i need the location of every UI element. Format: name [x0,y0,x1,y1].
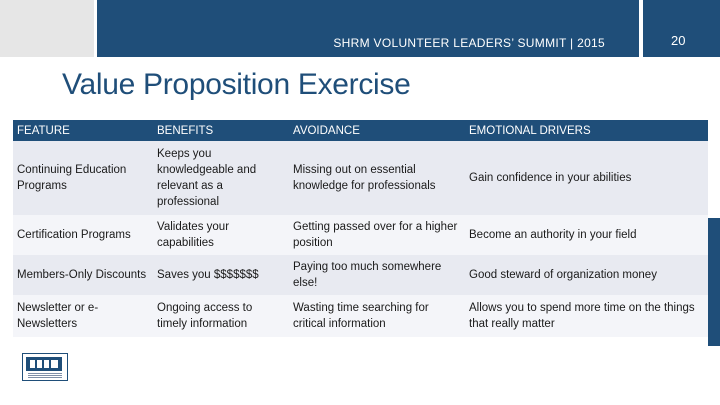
value-proposition-table [13,120,708,337]
table-row [13,255,708,295]
cell-emotional-driver: Become an authority in your field [465,215,708,255]
table-row [13,215,708,255]
header-feature: FEATURE [13,120,153,141]
cell-avoidance: Wasting time searching for critical information [289,295,465,337]
slide-number: 20 [671,33,686,48]
shrm-logo-mark [26,357,62,371]
cell-benefit: Validates your capabilities [153,215,289,255]
cell-emotional-driver: Gain confidence in your abilities [465,141,708,215]
cell-avoidance: Paying too much somewhere else! [289,255,465,295]
table-row [13,141,708,215]
slide-number-box [643,0,720,57]
header-benefits: BENEFITS [153,120,289,141]
cell-emotional-driver: Good steward of organization money [465,255,708,295]
cell-feature: Certification Programs [13,215,153,255]
cell-avoidance: Getting passed over for a higher position [289,215,465,255]
header-avoidance: AVOIDANCE [289,120,465,141]
cell-feature: Continuing Education Programs [13,141,153,215]
cell-avoidance: Missing out on essential knowledge for professionals [289,141,465,215]
cell-benefit: Ongoing access to timely information [153,295,289,337]
summit-text: SHRM VOLUNTEER LEADERS’ SUMMIT | 2015 [333,36,605,50]
table-header-row [13,120,708,141]
cell-benefit: Keeps you knowledgeable and relevant as a professional [153,141,289,215]
shrm-logo-tagline [28,373,62,379]
table-row [13,295,708,337]
slide-title: Value Proposition Exercise [62,68,411,101]
header-emotional-drivers: EMOTIONAL DRIVERS [465,120,708,141]
shrm-logo [22,353,68,381]
cell-feature: Newsletter or e-Newsletters [13,295,153,337]
cell-feature: Members-Only Discounts [13,255,153,295]
cell-benefit: Saves you $$$$$$$ [153,255,289,295]
cell-emotional-driver: Allows you to spend more time on the things that really matter [465,295,708,337]
side-accent-tab [708,218,720,346]
header-title-bar [97,0,639,57]
header-left-block [0,0,94,57]
